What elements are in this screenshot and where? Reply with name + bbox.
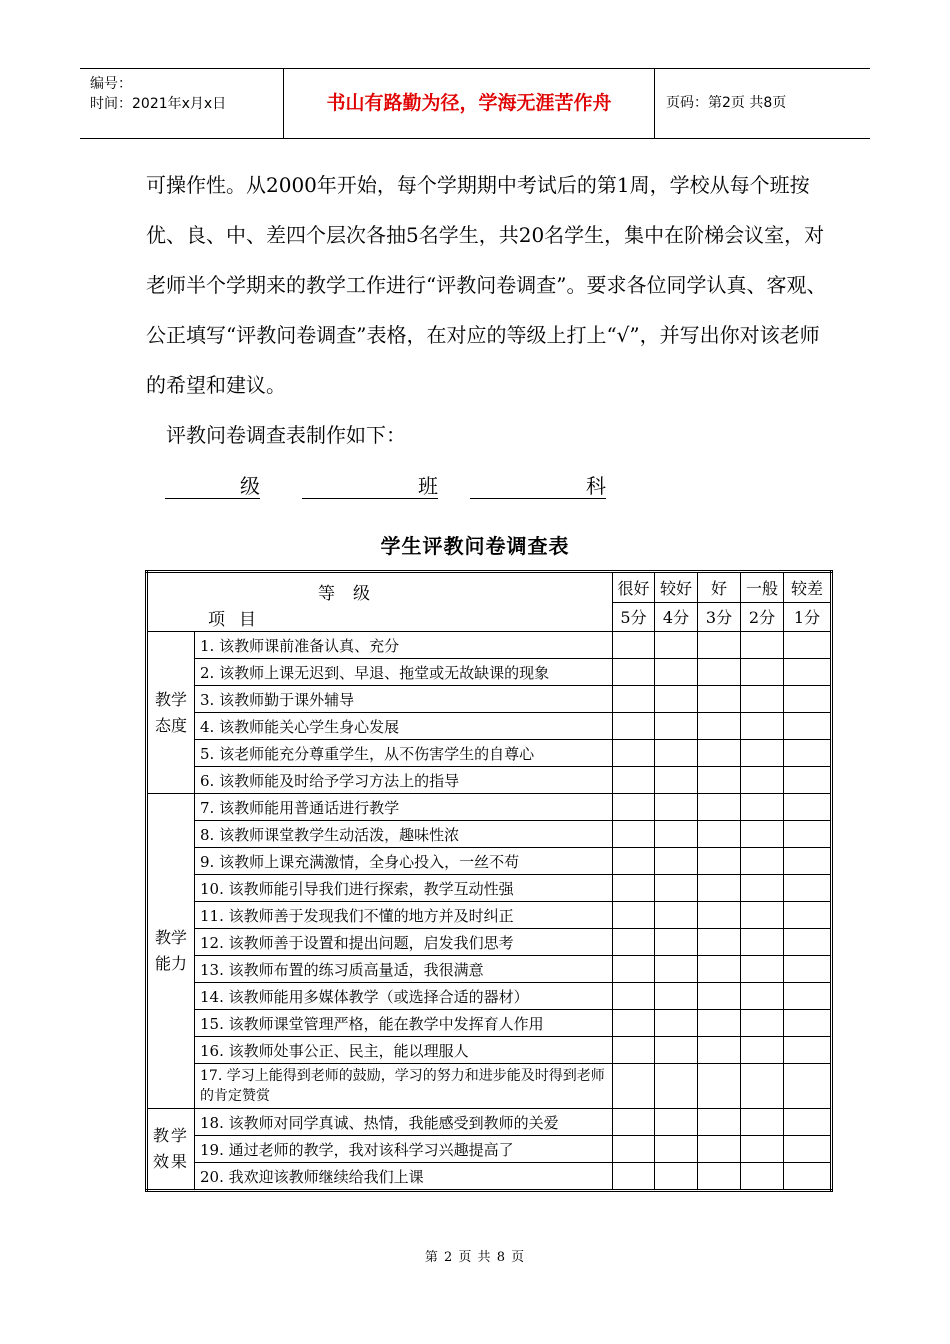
score-header: 5分 xyxy=(613,602,655,631)
score-header: 1分 xyxy=(784,602,832,631)
rating-cell[interactable] xyxy=(613,767,655,794)
rating-cell[interactable] xyxy=(655,1037,698,1064)
category-cell: 教学态度 xyxy=(147,632,195,794)
rating-cell[interactable] xyxy=(698,875,741,902)
score-header: 3分 xyxy=(698,602,741,631)
rating-cell[interactable] xyxy=(698,767,741,794)
rating-cell[interactable] xyxy=(784,902,832,929)
grade-header: 较差 xyxy=(784,572,832,603)
rating-cell[interactable] xyxy=(784,983,832,1010)
grade-header: 较好 xyxy=(655,572,698,603)
rating-cell[interactable] xyxy=(741,686,784,713)
rating-cell[interactable] xyxy=(613,1136,655,1163)
rating-cell[interactable] xyxy=(698,1109,741,1136)
rating-cell[interactable] xyxy=(784,956,832,983)
rating-cell[interactable] xyxy=(613,740,655,767)
rating-cell[interactable] xyxy=(741,1037,784,1064)
level-header: 等级 xyxy=(318,584,388,604)
table-row xyxy=(147,848,832,875)
rating-cell[interactable] xyxy=(784,713,832,740)
rating-cell[interactable] xyxy=(613,821,655,848)
rating-cell[interactable] xyxy=(741,794,784,821)
subject-label: 科 xyxy=(586,474,606,498)
class-label: 班 xyxy=(418,474,438,498)
rating-cell[interactable] xyxy=(741,740,784,767)
table-row xyxy=(147,767,832,794)
rating-cell[interactable] xyxy=(613,1109,655,1136)
table-row xyxy=(147,686,832,713)
rating-cell[interactable] xyxy=(613,713,655,740)
doc-number-label: 编号： xyxy=(90,76,132,92)
intro-paragraph: 可操作性。从2000年开始，每个学期期中考试后的第1周，学校从每个班按优、良、中、差四个层次各抽5名学生，共20名学生，集中在阶梯会议室，对老师半个学期来的教学工作进行“评教问卷调查”。要求各位同学认真、客观、公正填写“评教问卷调查”表格，在对应的等级上打上“√”，并写出你对该老师的希望和建议。 xyxy=(146,173,827,397)
rating-cell[interactable] xyxy=(784,875,832,902)
rating-cell[interactable] xyxy=(613,686,655,713)
date-label: 时间：2021年x月x日 xyxy=(90,96,227,112)
grade-header: 很好 xyxy=(613,572,655,603)
rating-cell[interactable] xyxy=(741,848,784,875)
diagonal-header-cell xyxy=(147,572,613,632)
table-row xyxy=(147,740,832,767)
survey-title: 学生评教问卷调查表 xyxy=(380,534,570,558)
rating-cell[interactable] xyxy=(784,659,832,686)
rating-cell[interactable] xyxy=(741,956,784,983)
rating-cell[interactable] xyxy=(698,632,741,659)
rating-cell[interactable] xyxy=(741,1136,784,1163)
header-meta xyxy=(80,69,284,138)
rating-cell[interactable] xyxy=(698,1163,741,1191)
rating-cell[interactable] xyxy=(698,659,741,686)
rating-cell[interactable] xyxy=(784,1163,832,1191)
item-cell: 14. 该教师能用多媒体教学（或选择合适的器材） xyxy=(195,983,613,1010)
table-row xyxy=(147,1109,832,1136)
rating-cell[interactable] xyxy=(698,956,741,983)
item-cell: 12. 该教师善于设置和提出问题，启发我们思考 xyxy=(195,929,613,956)
table-row xyxy=(147,794,832,821)
rating-cell[interactable] xyxy=(698,713,741,740)
item-cell: 9. 该教师上课充满激情，全身心投入，一丝不苟 xyxy=(195,848,613,875)
rating-cell[interactable] xyxy=(613,1037,655,1064)
rating-cell[interactable] xyxy=(698,686,741,713)
table-row xyxy=(147,821,832,848)
rating-cell[interactable] xyxy=(698,740,741,767)
item-cell: 10. 该教师能引导我们进行探索，教学互动性强 xyxy=(195,875,613,902)
rating-cell[interactable] xyxy=(655,956,698,983)
subject-blank xyxy=(470,470,606,499)
item-cell: 11. 该教师善于发现我们不懂的地方并及时纠正 xyxy=(195,902,613,929)
rating-cell[interactable] xyxy=(613,902,655,929)
score-header: 2分 xyxy=(741,602,784,631)
rating-cell[interactable] xyxy=(741,875,784,902)
rating-cell[interactable] xyxy=(655,1064,698,1109)
rating-cell[interactable] xyxy=(784,1064,832,1109)
rating-cell[interactable] xyxy=(613,1010,655,1037)
rating-cell[interactable] xyxy=(741,983,784,1010)
rating-cell[interactable] xyxy=(784,1010,832,1037)
table-row xyxy=(147,929,832,956)
table-row xyxy=(147,956,832,983)
rating-cell[interactable] xyxy=(784,794,832,821)
rating-cell[interactable] xyxy=(613,983,655,1010)
rating-cell[interactable] xyxy=(655,875,698,902)
table-row xyxy=(147,632,832,659)
rating-cell[interactable] xyxy=(655,929,698,956)
item-cell: 4. 该教师能关心学生身心发展 xyxy=(195,713,613,740)
table-row xyxy=(147,875,832,902)
rating-cell[interactable] xyxy=(613,848,655,875)
rating-cell[interactable] xyxy=(741,1109,784,1136)
header-page-info: 页码：第2页 共8页 xyxy=(666,95,787,111)
item-cell: 18. 该教师对同学真诚、热情，我能感受到教师的关爱 xyxy=(195,1109,613,1136)
rating-cell[interactable] xyxy=(698,848,741,875)
rating-cell[interactable] xyxy=(741,713,784,740)
table-row xyxy=(147,1163,832,1191)
rating-cell[interactable] xyxy=(655,821,698,848)
rating-cell[interactable] xyxy=(613,875,655,902)
rating-cell[interactable] xyxy=(698,1136,741,1163)
rating-cell[interactable] xyxy=(784,767,832,794)
item-cell: 17. 学习上能得到老师的鼓励，学习的努力和进步能及时得到老师的肯定赞赏 xyxy=(195,1064,613,1109)
item-cell: 3. 该教师勤于课外辅导 xyxy=(195,686,613,713)
rating-cell[interactable] xyxy=(784,821,832,848)
page-footer: 第 2 页 共 8 页 xyxy=(424,1250,526,1265)
item-cell: 1. 该教师课前准备认真、充分 xyxy=(195,632,613,659)
rating-cell[interactable] xyxy=(698,821,741,848)
rating-cell[interactable] xyxy=(613,659,655,686)
rating-cell[interactable] xyxy=(655,632,698,659)
rating-cell[interactable] xyxy=(741,1064,784,1109)
rating-cell[interactable] xyxy=(741,821,784,848)
rating-cell[interactable] xyxy=(655,767,698,794)
item-cell: 8. 该教师课堂教学生动活泼，趣味性浓 xyxy=(195,821,613,848)
rating-cell[interactable] xyxy=(741,902,784,929)
page-header xyxy=(80,68,870,139)
grade-header: 一般 xyxy=(741,572,784,603)
rating-cell[interactable] xyxy=(655,902,698,929)
rating-cell[interactable] xyxy=(655,1109,698,1136)
rating-cell[interactable] xyxy=(655,1163,698,1191)
item-header: 项目 xyxy=(208,610,270,630)
rating-cell[interactable] xyxy=(741,632,784,659)
rating-cell[interactable] xyxy=(784,632,832,659)
item-cell: 6. 该教师能及时给予学习方法上的指导 xyxy=(195,767,613,794)
class-blank xyxy=(302,470,438,499)
rating-cell[interactable] xyxy=(698,929,741,956)
item-cell: 13. 该教师布置的练习质高量适，我很满意 xyxy=(195,956,613,983)
rating-cell[interactable] xyxy=(741,1163,784,1191)
rating-cell[interactable] xyxy=(784,848,832,875)
grade-blank xyxy=(165,470,260,499)
rating-cell[interactable] xyxy=(613,929,655,956)
rating-cell[interactable] xyxy=(655,740,698,767)
rating-cell[interactable] xyxy=(698,902,741,929)
item-cell: 16. 该教师处事公正、民主，能以理服人 xyxy=(195,1037,613,1064)
rating-cell[interactable] xyxy=(655,848,698,875)
rating-cell[interactable] xyxy=(784,929,832,956)
rating-cell[interactable] xyxy=(613,794,655,821)
table-row xyxy=(147,1064,832,1109)
rating-cell[interactable] xyxy=(655,686,698,713)
table-row xyxy=(147,1010,832,1037)
rating-cell[interactable] xyxy=(698,1010,741,1037)
header-motto: 书山有路勤为径，学海无涯苦作舟 xyxy=(284,69,655,138)
rating-cell[interactable] xyxy=(741,767,784,794)
score-header: 4分 xyxy=(655,602,698,631)
table-row xyxy=(147,659,832,686)
rating-cell[interactable] xyxy=(613,956,655,983)
item-cell: 7. 该教师能用普通话进行教学 xyxy=(195,794,613,821)
rating-cell[interactable] xyxy=(655,659,698,686)
table-row xyxy=(147,713,832,740)
rating-cell[interactable] xyxy=(655,794,698,821)
rating-cell[interactable] xyxy=(784,1037,832,1064)
item-cell: 15. 该教师课堂管理严格，能在教学中发挥育人作用 xyxy=(195,1010,613,1037)
item-cell: 19. 通过老师的教学，我对该科学习兴趣提高了 xyxy=(195,1136,613,1163)
rating-cell[interactable] xyxy=(698,983,741,1010)
rating-cell[interactable] xyxy=(698,1064,741,1109)
rating-cell[interactable] xyxy=(613,1064,655,1109)
item-cell: 2. 该教师上课无迟到、早退、拖堂或无故缺课的现象 xyxy=(195,659,613,686)
rating-cell[interactable] xyxy=(655,1010,698,1037)
rating-cell[interactable] xyxy=(655,713,698,740)
table-row xyxy=(147,1136,832,1163)
rating-cell[interactable] xyxy=(698,794,741,821)
category-cell: 教学效果 xyxy=(147,1109,195,1191)
rating-cell[interactable] xyxy=(698,1037,741,1064)
rating-cell[interactable] xyxy=(613,1163,655,1191)
table-intro: 评教问卷调查表制作如下： xyxy=(166,423,406,447)
rating-cell[interactable] xyxy=(784,740,832,767)
grade-header: 好 xyxy=(698,572,741,603)
rating-cell[interactable] xyxy=(741,929,784,956)
item-cell: 20. 我欢迎该教师继续给我们上课 xyxy=(195,1163,613,1191)
rating-cell[interactable] xyxy=(613,632,655,659)
category-cell: 教学能力 xyxy=(147,794,195,1109)
rating-cell[interactable] xyxy=(741,1010,784,1037)
item-cell: 5. 该老师能充分尊重学生，从不伤害学生的自尊心 xyxy=(195,740,613,767)
grade-label: 级 xyxy=(240,474,260,498)
rating-cell[interactable] xyxy=(784,686,832,713)
table-row xyxy=(147,1037,832,1064)
rating-cell[interactable] xyxy=(741,659,784,686)
rating-cell[interactable] xyxy=(655,983,698,1010)
table-row xyxy=(147,983,832,1010)
rating-cell[interactable] xyxy=(655,1136,698,1163)
rating-cell[interactable] xyxy=(784,1109,832,1136)
table-row xyxy=(147,902,832,929)
survey-table xyxy=(145,570,833,1192)
rating-cell[interactable] xyxy=(784,1136,832,1163)
